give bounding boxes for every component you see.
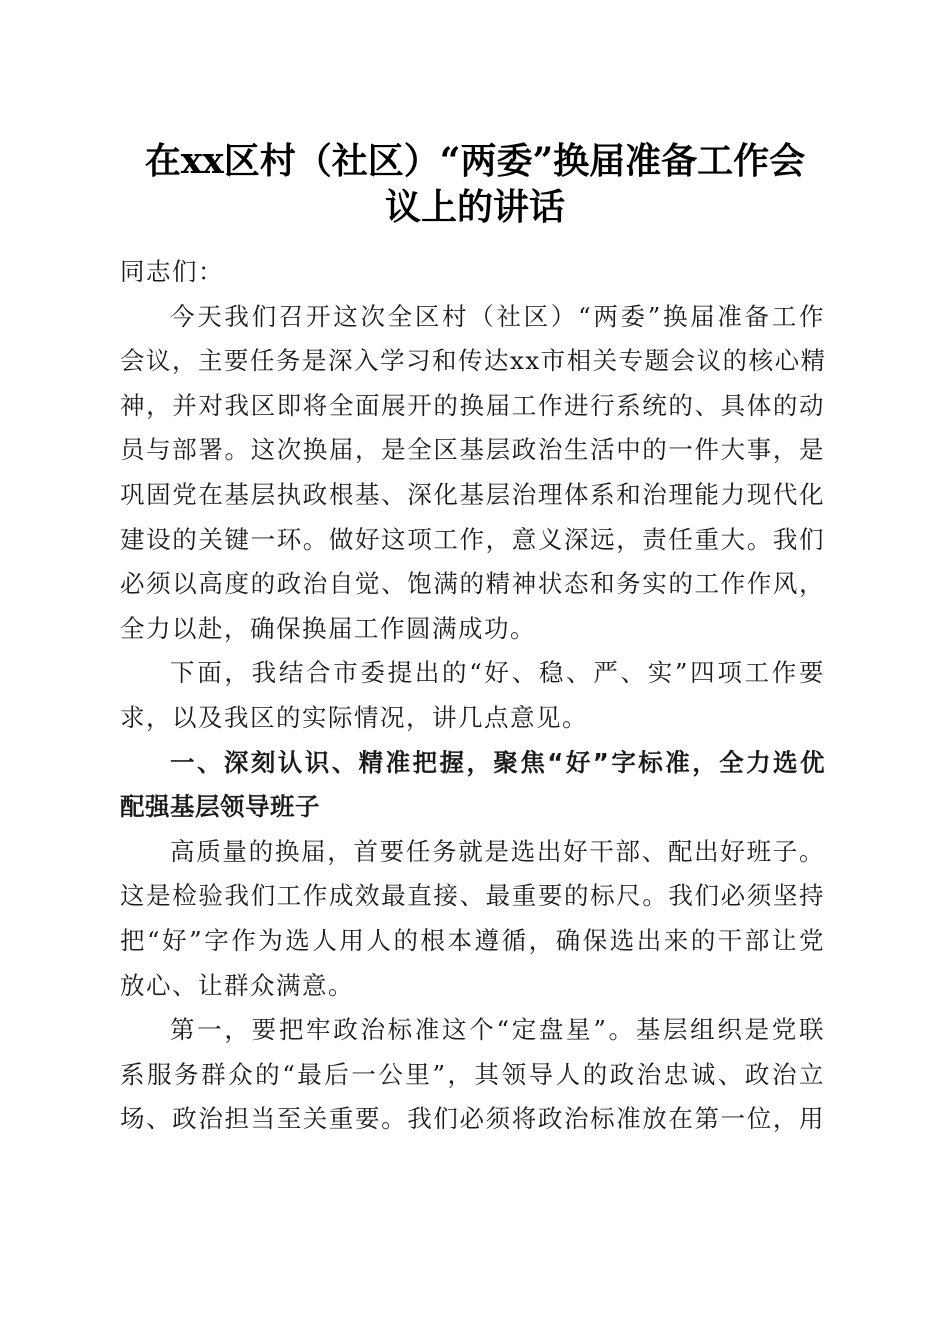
text-line: 把“好”字作为选人用人的根本遵循，确保选出来的干部让党 — [120, 925, 825, 955]
paragraph-4 — [120, 1008, 825, 1142]
text-line: 这是检验我们工作成效最直接、最重要的标尺。我们必须坚持 — [120, 881, 825, 911]
text-line: 建设的关键一环。做好这项工作，意义深远，责任重大。我们 — [120, 524, 825, 554]
text-line: 求，以及我区的实际情况，讲几点意见。 — [120, 702, 588, 732]
text-line: 巩固党在基层执政根基、深化基层治理体系和治理能力现代化 — [120, 479, 825, 509]
text-line: 高质量的换届，首要任务就是选出好干部、配出好班子。 — [170, 836, 825, 866]
text-line: 会议，主要任务是深入学习和传达xx市相关专题会议的核心精 — [120, 346, 827, 376]
text-line: 场、政治担当至关重要。我们必须将政治标准放在第一位，用 — [120, 1104, 825, 1134]
title-line-2: 议上的讲话 — [384, 186, 565, 228]
text-line: 今天我们召开这次全区村（社区）“两委”换届准备工作 — [170, 301, 825, 331]
document-body — [120, 250, 825, 1142]
document-title — [110, 138, 840, 230]
section-heading-1 — [120, 741, 825, 830]
text-line: 员与部署。这次换届，是全区基层政治生活中的一件大事，是 — [120, 435, 825, 465]
title-line-1: 在xx区村（社区）“两委”换届准备工作会 — [144, 140, 806, 182]
paragraph-3 — [120, 830, 825, 1008]
text-line: 第一，要把牢政治标准这个“定盘星”。基层组织是党联 — [170, 1015, 825, 1045]
heading-line: 配强基层领导班子 — [120, 792, 320, 822]
paragraph-1 — [120, 295, 825, 652]
text-line: 放心、让群众满意。 — [120, 970, 354, 1000]
paragraph-2 — [120, 651, 825, 740]
salutation: 同志们： — [120, 257, 224, 286]
text-line: 系服务群众的“最后一公里”，其领导人的政治忠诚、政治立 — [120, 1059, 825, 1089]
text-line: 下面，我结合市委提出的“好、稳、严、实”四项工作要 — [170, 658, 825, 688]
text-line: 神，并对我区即将全面展开的换届工作进行系统的、具体的动 — [120, 390, 825, 420]
heading-line: 一、深刻认识、精准把握，聚焦“好”字标准，全力选优 — [170, 747, 825, 777]
text-line: 全力以赴，确保换届工作圆满成功。 — [120, 613, 536, 643]
text-line: 必须以高度的政治自觉、饱满的精神状态和务实的工作作风， — [120, 569, 825, 599]
